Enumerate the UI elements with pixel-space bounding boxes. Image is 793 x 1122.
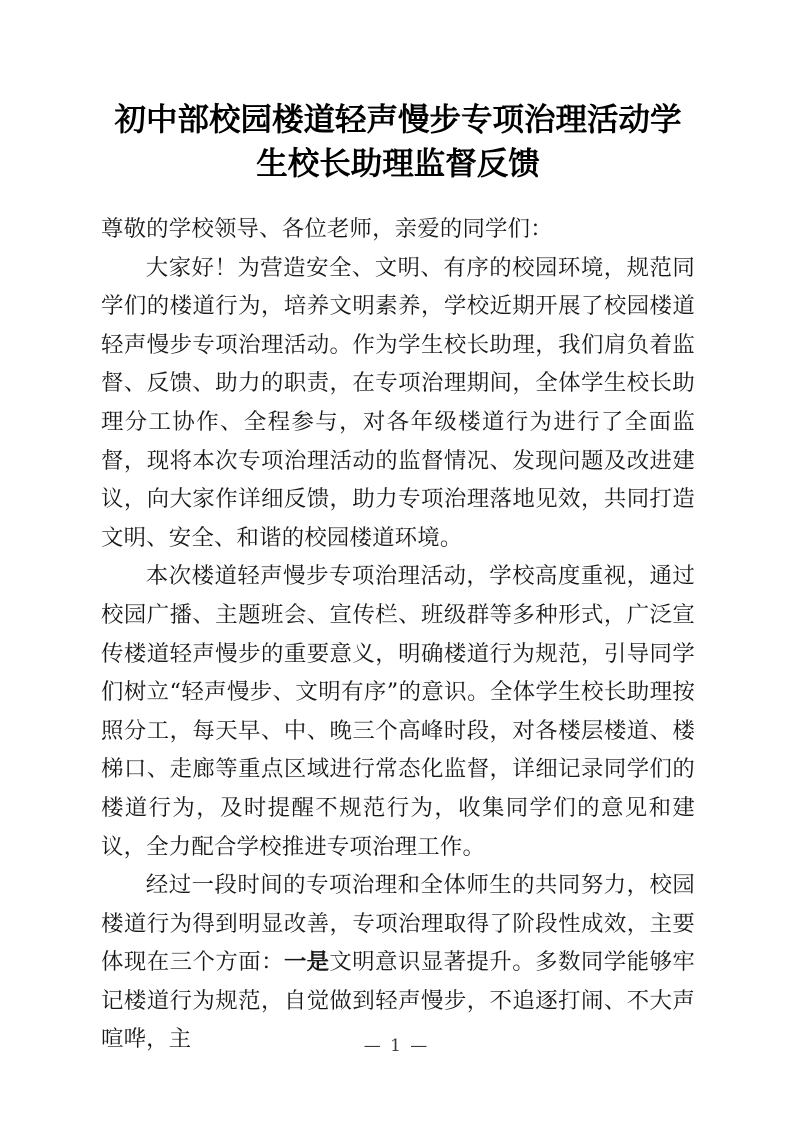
paragraph-2: 本次楼道轻声慢步专项治理活动，学校高度重视，通过校园广播、主题班会、宣传栏、班级群等多种形式，广泛宣传楼道轻声慢步的重要意义，明确楼道行为规范，引导同学们树立“轻声慢步、文明有序”的意识。全体学生校长助理按照分工，每天早、中、晚三个高峰时段，对各楼层楼道、楼梯口、走廊等重点区域进行常态化监督，详细记录同学们的楼道行为，及时提醒不规范行为，收集同学们的意见和建议，全力配合学校推进专项治理工作。 [101,563,695,860]
paragraph-1: 大家好！为营造安全、文明、有序的校园环境，规范同学们的楼道行为，培养文明素养，学校近期开展了校园楼道轻声慢步专项治理活动。作为学生校长助理，我们肩负着监督、反馈、助力的职责，在专项治理期间，全体学生校长助理分工协作、全程参与，对各年级楼道行为进行了全面监督，现将本次专项治理活动的监督情况、发现问题及改进建议，向大家作详细反馈，助力专项治理落地见效，共同打造文明、安全、和谐的校园楼道环境。 [101,254,695,551]
paragraph-3-emphasis-marker: 一是 [283,949,330,976]
salutation-line: 尊敬的学校领导、各位老师，亲爱的同学们： [101,216,553,242]
paragraph-3-trailing-text: 文明意识显著提升。多数同学能够牢记楼道行为规范，自觉做到轻声慢步，不追逐打闹、不大声喧哗，主 [101,949,695,1053]
page-number-footer: — 1 — [363,1036,430,1056]
page-title: 初中部校园楼道轻声慢步专项治理活动学生校长助理监督反馈 [114,102,682,182]
paragraph-3 [101,866,695,1059]
page-content-area [101,98,695,1059]
paragraph-3-lead-text: 经过一段时间的专项治理和全体师生的共同努力，校园楼道行为得到明显改善，专项治理取得了阶段性成效，主要体现在三个方面： [101,872,695,976]
document-body [101,210,695,1059]
